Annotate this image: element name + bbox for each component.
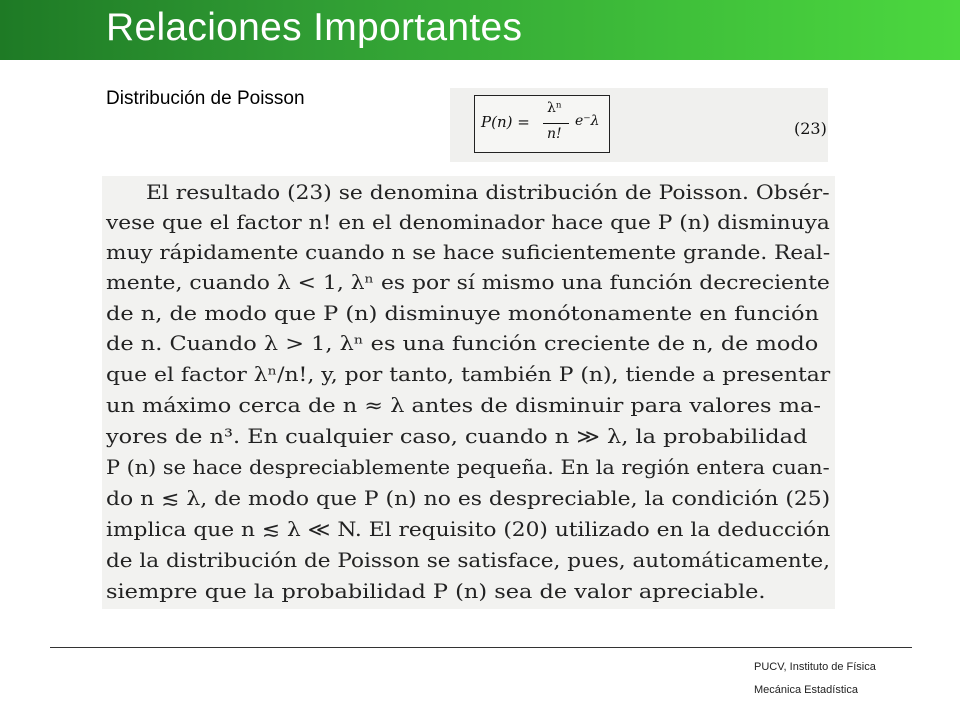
footer-course: Mecánica Estadística (754, 684, 858, 696)
scan-line: de n, de modo que P (n) disminuye monótonamente en función (106, 302, 819, 325)
slide-title: Relaciones Importantes (106, 6, 523, 49)
scan-line: vese que el factor n! en el denominador hace que P (n) disminuya (106, 211, 830, 234)
footer-divider (50, 647, 912, 648)
formula-denominator: n! (547, 126, 562, 142)
scan-line: do n ≲ λ, de modo que P (n) no es despreciable, la condición (25) (106, 487, 831, 510)
scan-line: yores de n³. En cualquier caso, cuando n ≫ λ, la probabilidad (106, 425, 808, 448)
scan-line: un máximo cerca de n ≈ λ antes de disminuir para valores ma- (106, 394, 821, 417)
scan-line: que el factor λⁿ/n!, y, por tanto, también P (n), tiende a presentar (106, 363, 831, 386)
scan-line: mente, cuando λ < 1, λⁿ es por sí mismo una función decreciente (106, 271, 830, 294)
scan-line: de n. Cuando λ > 1, λⁿ es una función creciente de n, de modo (106, 332, 819, 355)
poisson-formula (474, 95, 610, 153)
scan-line: de la distribución de Poisson se satisface, pues, automáticamente, (106, 549, 830, 572)
formula-lhs: P(n) = (481, 113, 530, 131)
scan-line: siempre que la probabilidad P (n) sea de valor apreciable. (106, 580, 766, 603)
equation-number: (23) (794, 119, 827, 138)
section-heading: Distribución de Poisson (106, 88, 305, 109)
scan-line: muy rápidamente cuando n se hace suficientemente grande. Real- (106, 241, 831, 264)
scan-line: El resultado (23) se denomina distribución de Poisson. Obsér- (146, 181, 830, 204)
scan-line: P (n) se hace despreciablemente pequeña. En la región entera cuan- (106, 456, 830, 479)
fraction-bar (543, 123, 569, 124)
footer-institution: PUCV, Instituto de Física (754, 661, 876, 673)
formula-numerator: λⁿ (547, 100, 562, 116)
scan-line: implica que n ≲ λ ≪ N. El requisito (20) utilizado en la deducción (106, 518, 831, 541)
formula-exponential: e⁻λ (575, 113, 600, 129)
